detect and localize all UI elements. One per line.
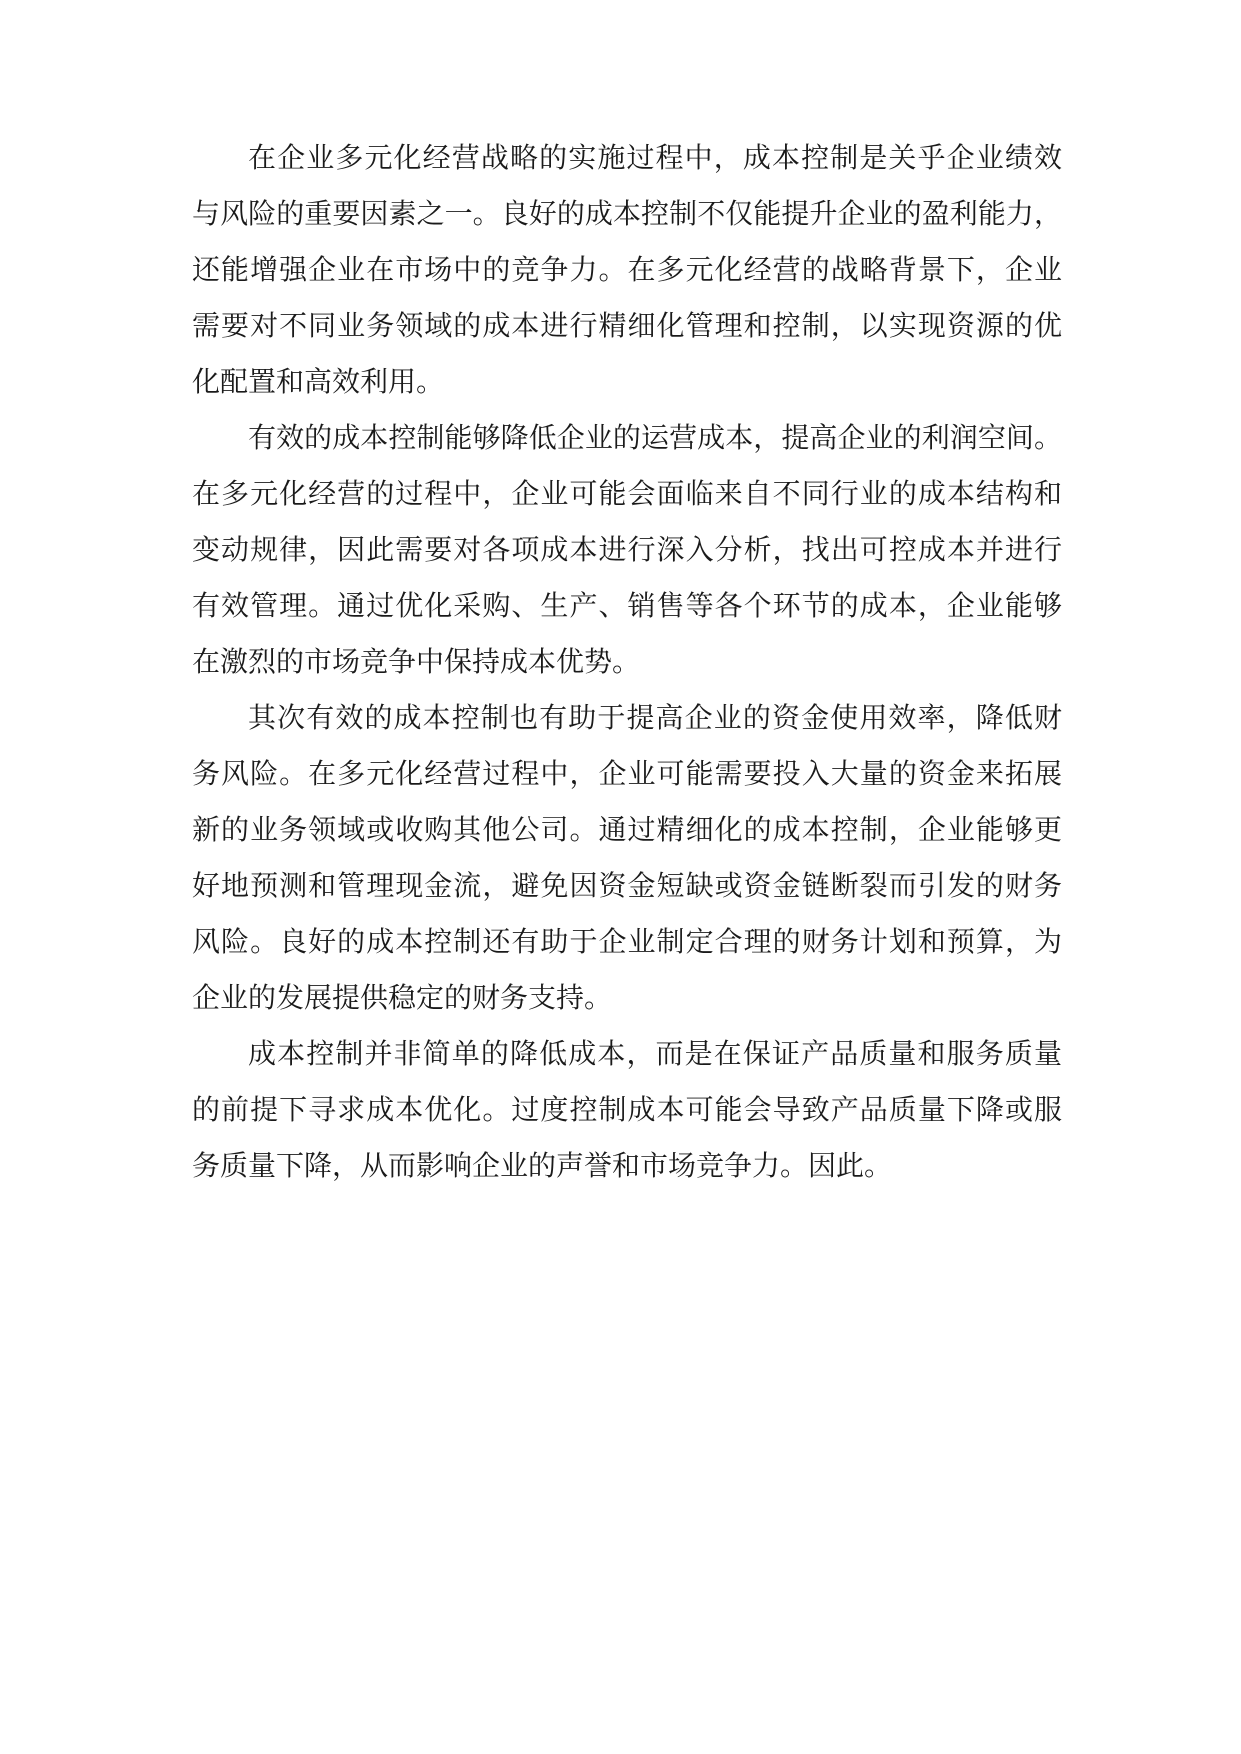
text-line: 有效管理。通过优化采购、生产、销售等各个环节的成本，企业能够	[192, 589, 1062, 622]
text-line: 有效的成本控制能够降低企业的运营成本，提高企业的利润空间。	[248, 421, 1062, 454]
text-line: 在多元化经营的过程中，企业可能会面临来自不同行业的成本结构和	[192, 477, 1062, 510]
text-line: 新的业务领域或收购其他公司。通过精细化的成本控制，企业能够更	[192, 813, 1062, 846]
paragraph-3	[192, 690, 1062, 1026]
text-line: 还能增强企业在市场中的竞争力。在多元化经营的战略背景下，企业	[192, 253, 1062, 286]
text-line: 变动规律，因此需要对各项成本进行深入分析，找出可控成本并进行	[192, 533, 1062, 566]
text-line: 风险。良好的成本控制还有助于企业制定合理的财务计划和预算，为	[192, 925, 1062, 958]
paragraph-2	[192, 410, 1062, 690]
text-line: 务质量下降，从而影响企业的声誉和市场竞争力。因此。	[192, 1149, 893, 1182]
text-line: 在激烈的市场竞争中保持成本优势。	[192, 645, 641, 678]
document-body	[192, 130, 1062, 1194]
text-line: 化配置和高效利用。	[192, 365, 445, 398]
text-line: 成本控制并非简单的降低成本，而是在保证产品质量和服务质量	[248, 1037, 1062, 1070]
text-line: 其次有效的成本控制也有助于提高企业的资金使用效率，降低财	[248, 701, 1062, 734]
text-line: 的前提下寻求成本优化。过度控制成本可能会导致产品质量下降或服	[192, 1093, 1062, 1126]
text-line: 在企业多元化经营战略的实施过程中，成本控制是关乎企业绩效	[248, 141, 1062, 174]
text-line: 与风险的重要因素之一。良好的成本控制不仅能提升企业的盈利能力，	[192, 197, 1062, 230]
paragraph-4	[192, 1026, 1062, 1194]
text-line: 企业的发展提供稳定的财务支持。	[192, 981, 613, 1014]
text-line: 务风险。在多元化经营过程中，企业可能需要投入大量的资金来拓展	[192, 757, 1062, 790]
text-line: 好地预测和管理现金流，避免因资金短缺或资金链断裂而引发的财务	[192, 869, 1062, 902]
text-line: 需要对不同业务领域的成本进行精细化管理和控制，以实现资源的优	[192, 309, 1062, 342]
paragraph-1	[192, 130, 1062, 410]
